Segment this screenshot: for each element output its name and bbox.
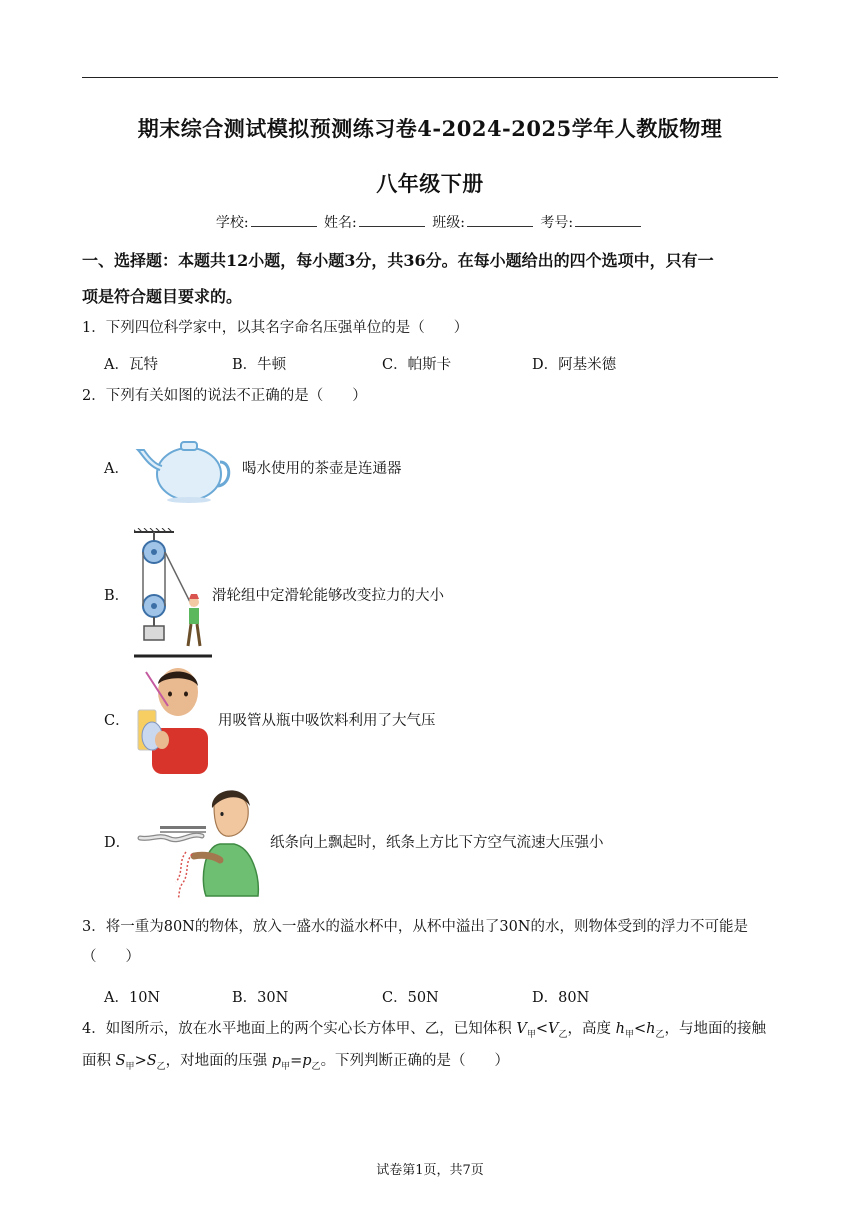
q4-sub-yi: 乙 <box>558 1029 568 1040</box>
q4-sub-yi: 乙 <box>311 1061 321 1072</box>
question-4-stem-line1 <box>82 1014 782 1050</box>
q2-option-d-label: D． <box>104 834 131 851</box>
q4-sub-jia: 甲 <box>624 1029 634 1040</box>
q3-option-a: A．10N <box>104 990 161 1006</box>
pulley-system-image <box>134 528 216 660</box>
q3-option-c: C．50N <box>382 990 439 1006</box>
q4-text-part: ，与地面的接触 <box>664 1021 766 1037</box>
class-field-label: 班级: <box>432 215 465 231</box>
q2-option-b-text: 滑轮组中定滑轮能够改变拉力的大小 <box>212 587 444 604</box>
q4-text-part: 4．如图所示，放在水平地面上的两个实心长方体甲、乙，已知体积 <box>82 1021 512 1037</box>
q2-option-b-label: B． <box>104 587 130 604</box>
question-1-stem: 1．下列四位科学家中，以其名字命名压强单位的是（ ） <box>82 320 469 336</box>
teapot-image <box>134 428 234 506</box>
q2-option-b <box>104 528 444 660</box>
section1-heading-line2: 项是符合题目要求的。 <box>82 287 243 306</box>
question-3-stem-line1: 3．将一重为80N的物体，放入一盛水的溢水杯中，从杯中溢出了30N的水，则物体受到的浮力不可能是 <box>82 919 748 935</box>
q2-option-a-text: 喝水使用的茶壶是连通器 <box>242 460 402 477</box>
q4-lt: < <box>633 1021 647 1037</box>
question-4-stem-line2 <box>82 1046 782 1082</box>
name-blank <box>359 214 425 227</box>
q2-option-c-text: 用吸管从瓶中吸饮料利用了大气压 <box>218 712 436 729</box>
q4-var-p: p <box>271 1053 282 1069</box>
q3-option-d: D．80N <box>532 990 590 1006</box>
q4-var-v: V <box>548 1021 559 1037</box>
name-field-label: 姓名: <box>324 215 357 231</box>
q4-var-v: V <box>516 1021 527 1037</box>
q4-text-part: ，高度 <box>567 1021 611 1037</box>
boy-drinking-straw-image <box>134 664 210 774</box>
q4-var-s: S <box>146 1053 157 1069</box>
q2-option-a-label: A． <box>104 460 129 477</box>
school-field-label: 学校: <box>215 215 249 231</box>
question-2-stem: 2．下列有关如图的说法不正确的是（ ） <box>82 388 367 404</box>
q4-eq: = <box>290 1053 303 1069</box>
q4-sub-jia: 甲 <box>281 1061 291 1072</box>
q4-text-part: ，对地面的压强 <box>165 1053 268 1069</box>
q3-option-b: B．30N <box>232 990 289 1006</box>
student-info-line <box>0 212 860 232</box>
q4-sub-yi: 乙 <box>655 1029 665 1040</box>
q1-option-d: D．阿基米德 <box>532 357 617 373</box>
q1-option-c: C．帕斯卡 <box>382 357 452 373</box>
exam-number-blank <box>575 214 641 227</box>
q4-sub-jia: 甲 <box>526 1029 536 1040</box>
q4-var-h: h <box>615 1021 625 1037</box>
q2-option-d-text: 纸条向上飘起时，纸条上方比下方空气流速大压强小 <box>270 834 604 851</box>
q4-var-s: S <box>115 1053 126 1069</box>
q2-option-c <box>104 664 436 774</box>
q4-var-p: p <box>302 1053 312 1069</box>
section1-heading-line1: 一、选择题：本题共12小题，每小题3分，共36分。在每小题给出的四个选项中，只有一 <box>82 251 714 270</box>
school-blank <box>251 214 317 227</box>
q2-option-d <box>104 784 604 898</box>
page-footer: 试卷第1页，共7页 <box>376 1163 484 1178</box>
q2-option-c-label: C． <box>104 712 130 729</box>
exam-title-line2: 八年级下册 <box>376 171 484 196</box>
class-blank <box>467 214 533 227</box>
q4-var-h: h <box>646 1021 656 1037</box>
exam-number-field-label: 考号: <box>540 215 574 231</box>
top-rule <box>82 77 778 78</box>
q4-sub-yi: 乙 <box>156 1061 166 1072</box>
exam-title-line1: 期末综合测试模拟预测练习卷4-2024-2025学年人教版物理 <box>137 116 723 141</box>
q4-text-part: 。下列判断正确的是（ ） <box>320 1053 510 1069</box>
q4-text-part: 面积 <box>82 1053 111 1069</box>
boy-blowing-paper-image <box>134 784 262 898</box>
question-3-stem-line2: （ ） <box>82 949 140 965</box>
q2-option-a <box>104 428 402 506</box>
q4-lt: < <box>535 1021 548 1037</box>
q1-option-b: B．牛顿 <box>232 357 287 373</box>
q4-gt: > <box>134 1053 147 1069</box>
q4-sub-jia: 甲 <box>125 1061 135 1072</box>
q1-option-a: A．瓦特 <box>104 357 158 373</box>
